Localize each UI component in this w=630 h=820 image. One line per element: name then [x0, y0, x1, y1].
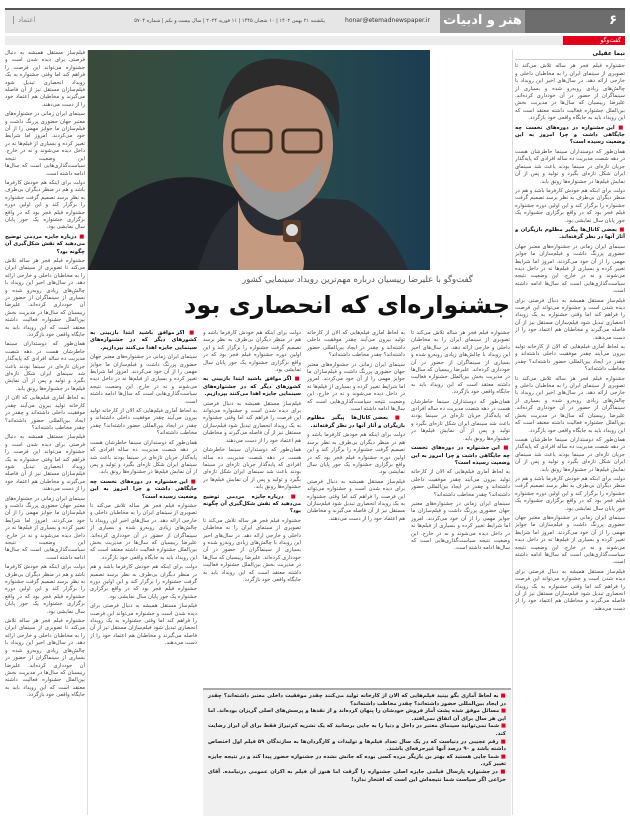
page-header: [5, 8, 625, 33]
interview-photo: [88, 50, 430, 270]
paragraph: فیلم‌ساز مستقل همیشه به دنبال فرصتی برای دیده شدن است و جشنواره می‌تواند این فرصت را فراهم کند اما وقتی جشنواره به یک رویداد انحصاری تبدیل شود فیلم‌سازان مستقل نیز از آن فاصله می‌گیرند و مخاطبان هم اعتماد خود را از دست می‌دهند.: [90, 603, 197, 647]
column-divider: [512, 50, 513, 815]
paragraph: جشنواره فیلم فجر هر ساله تلاش می‌کند تا تصویری از سینمای ایران را به مخاطبان داخلی و خارجی ارائه دهد. در سال‌های اخیر این رویداد با چالش‌های زیادی روبه‌رو شده و بسیاری از سینماگران از حضور در آن خودداری کرده‌اند. علیرضا رییسیان که سال‌ها در مدیریت بخش بین‌الملل جشنواره فعالیت داشته معتقد است که این رویداد باید به جایگاه واقعی خود بازگردد.: [203, 517, 301, 583]
column-2: [411, 330, 510, 685]
paragraph: دولت برای اینکه هم خودش کارفرما باشد و هم در منظر دیگران بی‌طرف به نظر برسد تصمیم گرفت جشنواره را برگزار کند و این اولین دوره جشنواره فیلم فجر بود که در واقع برگزاری جشنواره یک جور پایان سال نمایشی بود.: [203, 330, 301, 374]
divider-bar: [5, 36, 563, 45]
paragraph: جشنواره فیلم فجر هر ساله تلاش می‌کند تا تصویری از سینمای ایران را به مخاطبان داخلی و خارجی ارائه دهد. در سال‌های اخیر این رویداد با چالش‌های زیادی روبه‌رو شده و بسیاری از سینماگران از حضور در آن خودداری کرده‌اند. علیرضا رییسیان که سال‌ها در مدیریت بخش بین‌الملل جشنواره فعالیت داشته معتقد است که این رویداد باید به جایگاه واقعی خود بازگردد.: [411, 330, 510, 396]
column-right: [515, 50, 625, 815]
paragraph: جشنواره فیلم فجر هر ساله تلاش می‌کند تا تصویری از سینمای ایران را به مخاطبان داخلی و خارجی ارائه دهد. در سال‌های اخیر این رویداد با چالش‌های زیادی روبه‌رو شده و بسیاری از سینماگران از حضور در آن خودداری کرده‌اند. علیرضا رییسیان که سال‌ها در مدیریت بخش بین‌الملل جشنواره فعالیت داشته معتقد است که این رویداد باید به جایگاه واقعی خود بازگردد.: [5, 618, 85, 699]
paragraph: دولت برای اینکه هم خودش کارفرما باشد و هم در منظر دیگران بی‌طرف به نظر برسد تصمیم گرفت جشنواره را برگزار کند و این اولین دوره جشنواره فیلم فجر بود که در واقع برگزاری جشنواره یک جور پایان سال نمایشی بود.: [90, 564, 197, 600]
question: ■ درباره جایزه مردمی توضیح می‌دهید که نقش شکل‌گیری آن چگونه بود؟: [203, 494, 301, 516]
paragraph: سینمای ایران زمانی در جشنواره‌های معتبر جهان حضوری پررنگ داشت و فیلم‌سازان ما جوایز مهمی را از آن خود می‌کردند. امروز اما شرایط تغییر کرده و بسیاری از فیلم‌ها نه در داخل دیده می‌شوند و نه در خارج. این وضعیت نتیجه سیاست‌گذاری‌هایی است که سال‌ها ادامه داشته است.: [5, 111, 85, 177]
paragraph: همان‌طور که دوستداران سینما خاطرشان هست در دهه شصت مدیریت ده ساله افرادی که پایه‌گذار جریان تازه‌ای در سینما بودند باعث شد سینمای ایران شکل تازه‌ای بگیرد و تولید و پس از آن نمایش فیلم‌ها در جشنواره‌ها رونق یابد.: [203, 447, 301, 491]
paragraph: دولت برای اینکه هم خودش کارفرما باشد و هم در منظر دیگران بی‌طرف به نظر برسد تصمیم گرفت جشنواره را برگزار کند و این اولین دوره جشنواره فیلم فجر بود که در واقع برگزاری جشنواره یک جور پایان سال نمایشی بود.: [5, 179, 85, 231]
paragraph: دولت برای اینکه هم خودش کارفرما باشد و هم در منظر دیگران بی‌طرف به نظر برسد تصمیم گرفت جشنواره را برگزار کند و این اولین دوره جشنواره فیلم فجر بود که در واقع برگزاری جشنواره یک جور پایان سال نمایشی بود.: [307, 432, 405, 476]
box-item: ■ رقم عجیبی در دنیاست که در یک سال تعداد فیلم‌ها و تولیدات و کارگردان‌ها به سازندگان ۵۹ فیلم اول اختصاص داشته باشد و ۹۰ درصد آنها غیرحرفه‌ای باشند.: [208, 739, 506, 754]
column-4: [203, 330, 301, 685]
paragraph: فیلم‌ساز مستقل همیشه به دنبال فرصتی برای دیده شدن است و جشنواره می‌تواند این فرصت را فراهم کند اما وقتی جشنواره به یک رویداد انحصاری تبدیل شود فیلم‌سازان مستقل نیز از آن فاصله می‌گیرند و مخاطبان هم اعتماد خود را از دست می‌دهند.: [515, 297, 625, 341]
question: ■ بعضی کانال‌ها پیگیر مظلوم بازیگران و آثار آنها در نظر گرفته‌اند.: [515, 227, 625, 242]
box-item: ■ در جشنواره پارسال فیلمی جایزه اصلی جشنواره را گرفت اما هنوز آن فیلم به اکران عمومی درنیامده. آقای خزاعی اگر سیاست شما نتیجه‌اش این است که افتخار ندارد!: [208, 769, 506, 784]
paragraph: جشنواره فیلم فجر هر ساله تلاش می‌کند تا تصویری از سینمای ایران را به مخاطبان داخلی و خارجی ارائه دهد. در سال‌های اخیر این رویداد با چالش‌های زیادی روبه‌رو شده و بسیاری از سینماگران از حضور در آن خودداری کرده‌اند. علیرضا رییسیان که سال‌ها در مدیریت بخش بین‌الملل جشنواره فعالیت داشته معتقد است که این رویداد باید به جایگاه واقعی خود بازگردد.: [90, 502, 197, 561]
paragraph: فیلم‌ساز مستقل همیشه به دنبال فرصتی برای دیده شدن است و جشنواره می‌تواند این فرصت را فراهم کند اما وقتی جشنواره به یک رویداد انحصاری تبدیل شود فیلم‌سازان مستقل نیز از آن فاصله می‌گیرند و مخاطبان هم اعتماد خود را از دست می‌دهند.: [515, 568, 625, 612]
paragraph: سینمای ایران زمانی در جشنواره‌های معتبر جهان حضوری پررنگ داشت و فیلم‌سازان ما جوایز مهمی را از آن خود می‌کردند. امروز اما شرایط تغییر کرده و بسیاری از فیلم‌ها نه در داخل دیده می‌شوند و نه در خارج. این وضعیت نتیجه سیاست‌گذاری‌هایی است که سال‌ها ادامه داشته است.: [90, 354, 197, 405]
paragraph: سینمای ایران زمانی در جشنواره‌های معتبر جهان حضوری پررنگ داشت و فیلم‌سازان ما جوایز مهمی را از آن خود می‌کردند. امروز اما شرایط تغییر کرده و بسیاری از فیلم‌ها نه در داخل دیده می‌شوند و نه در خارج. این وضعیت نتیجه سیاست‌گذاری‌هایی است که سال‌ها ادامه داشته است.: [515, 243, 625, 295]
paragraph: سینمای ایران زمانی در جشنواره‌های معتبر جهان حضوری پررنگ داشت و فیلم‌سازان ما جوایز مهمی را از آن خود می‌کردند. امروز اما شرایط تغییر کرده و بسیاری از فیلم‌ها نه در داخل دیده می‌شوند و نه در خارج. این وضعیت نتیجه سیاست‌گذاری‌هایی است که سال‌ها ادامه داشته است.: [515, 514, 625, 566]
paragraph: به لحاظ آماری فیلم‌هایی که الان از کارخانه تولید بیرون می‌آیند چقدر موفقیت داخلی داشته‌اند و چقدر در ایجاد بین‌المللی حضور داشته‌اند؟ چقدر مخاطب داشته‌اند؟: [307, 330, 405, 359]
column-left: [5, 50, 85, 815]
section-email: honar@etemadnewspaper.ir: [345, 17, 430, 24]
paragraph: سینمای ایران زمانی در جشنواره‌های معتبر جهان حضوری پررنگ داشت و فیلم‌سازان ما جوایز مهمی را از آن خود می‌کردند. امروز اما شرایط تغییر کرده و بسیاری از فیلم‌ها نه در داخل دیده می‌شوند و نه در خارج. این وضعیت نتیجه سیاست‌گذاری‌هایی است که سال‌ها ادامه داشته است.: [411, 500, 510, 552]
question: ■ این جشنواره در دوره‌های نخست چه جایگاهی داشت و چرا امروز به این وضعیت رسیده است؟: [411, 445, 510, 467]
paragraph: فیلم‌ساز مستقل همیشه به دنبال فرصتی برای دیده شدن است و جشنواره می‌تواند این فرصت را فراهم کند اما وقتی جشنواره به یک رویداد انحصاری تبدیل شود فیلم‌سازان مستقل نیز از آن فاصله می‌گیرند و مخاطبان هم اعتماد خود را از دست می‌دهند.: [307, 478, 405, 522]
paragraph: جشنواره فیلم فجر هر ساله تلاش می‌کند تا تصویری از سینمای ایران را به مخاطبان داخلی و خارجی ارائه دهد. در سال‌های اخیر این رویداد با چالش‌های زیادی روبه‌رو شده و بسیاری از سینماگران از حضور در آن خودداری کرده‌اند. علیرضا رییسیان که سال‌ها در مدیریت بخش بین‌الملل جشنواره فعالیت داشته معتقد است که این رویداد باید به جایگاه واقعی خود بازگردد.: [515, 375, 625, 434]
paragraph: جشنواره فیلم فجر هر ساله تلاش می‌کند تا تصویری از سینمای ایران را به مخاطبان داخلی و خارجی ارائه دهد. در سال‌های اخیر این رویداد با چالش‌های زیادی روبه‌رو شده و بسیاری از سینماگران از حضور در آن خودداری کرده‌اند. علیرضا رییسیان که سال‌ها در مدیریت بخش بین‌الملل جشنواره فعالیت داشته معتقد است که این رویداد باید به جایگاه واقعی خود بازگردد.: [515, 63, 625, 122]
box-item: ■ شما جایی هستید که بهتر بن بازیگر مرده کسی بوده که جانش نشده در جشنواره حضور پیدا کند و در نتیجه جایزه تغییر کرد.: [208, 754, 506, 769]
box-item: ■ شما نمی‌توانید سینمای معتبر در داخل و دنیا را به جایی برسانید که یک نشریه کم‌تیراژ فقط برای آن ابراز رضایت کند.: [208, 723, 506, 738]
paragraph: همان‌طور که دوستداران سینما خاطرشان هست در دهه شصت مدیریت ده ساله افرادی که پایه‌گذار جریان تازه‌ای در سینما بودند باعث شد سینمای ایران شکل تازه‌ای بگیرد و تولید و پس از آن نمایش فیلم‌ها در جشنواره‌ها رونق یابد.: [515, 436, 625, 473]
paragraph: جشنواره فیلم فجر هر ساله تلاش می‌کند تا تصویری از سینمای ایران را به مخاطبان داخلی و خارجی ارائه دهد. در سال‌های اخیر این رویداد با چالش‌های زیادی روبه‌رو شده و بسیاری از سینماگران از حضور در آن خودداری کرده‌اند. علیرضا رییسیان که سال‌ها در مدیریت بخش بین‌الملل جشنواره فعالیت داشته معتقد است که این رویداد باید به جایگاه واقعی خود بازگردد.: [5, 257, 85, 339]
paragraph: فیلم‌ساز مستقل همیشه به دنبال فرصتی برای دیده شدن است و جشنواره می‌تواند این فرصت را فراهم کند اما وقتی جشنواره به یک رویداد انحصاری تبدیل شود فیلم‌سازان مستقل نیز از آن فاصله می‌گیرند و مخاطبان هم اعتماد خود را از دست می‌دهند.: [5, 434, 85, 493]
section-title: هنر و ادبیات: [440, 10, 525, 33]
author-name: نیما عقیلی: [515, 50, 625, 60]
paragraph: سینمای ایران زمانی در جشنواره‌های معتبر جهان حضوری پررنگ داشت و فیلم‌سازان ما جوایز مهمی را از آن خود می‌کردند. امروز اما شرایط تغییر کرده و بسیاری از فیلم‌ها نه در داخل دیده می‌شوند و نه در خارج. این وضعیت نتیجه سیاست‌گذاری‌هایی است که سال‌ها ادامه داشته است.: [307, 361, 405, 413]
box-item: ■ به لحاظ آماری بگو بینید فیلم‌هایی که الان از کارخانه تولید می‌کنند چقدر موفقیت داخلی معتبر داشته‌اند؟ چقدر در ایجاد بین‌المللی حضور داشته‌اند؟ چقدر مخاطب داشته‌اند؟: [208, 693, 506, 708]
section-tag: گفت‌وگو: [563, 36, 625, 45]
paragraph: همان‌طور که دوستداران سینما خاطرشان هست در دهه شصت مدیریت ده ساله افرادی که پایه‌گذار جریان تازه‌ای در سینما بودند باعث شد سینمای ایران شکل تازه‌ای بگیرد و تولید و پس از آن نمایش فیلم‌ها در جشنواره‌ها رونق یابد.: [411, 398, 510, 442]
paragraph: دولت برای اینکه هم خودش کارفرما باشد و هم در منظر دیگران بی‌طرف به نظر برسد تصمیم گرفت جشنواره را برگزار کند و این اولین دوره جشنواره فیلم فجر بود که در واقع برگزاری جشنواره یک جور پایان سال نمایشی بود.: [515, 475, 625, 512]
box-item: ■ مسائل موفق شده پشت آمار فروش خودشان را پنهان کرده‌اند و از نقدها و پرسش‌های اصلی گریزان بوده‌اند. اما این هر سال برای آن اتفاق نمی‌افتد.: [208, 708, 506, 723]
paragraph: به لحاظ آماری فیلم‌هایی که الان از کارخانه تولید بیرون می‌آیند چقدر موفقیت داخلی داشته‌اند و چقدر در ایجاد بین‌المللی حضور داشته‌اند؟ چقدر مخاطب داشته‌اند؟: [515, 344, 625, 373]
question: ■ این جشنواره در دوره‌های نخست چه جایگاهی داشت و چرا امروز به این وضعیت رسیده است؟: [90, 479, 197, 501]
article-headline: جشنواره‌ای که انحصاری بود: [184, 291, 510, 319]
paragraph: به لحاظ آماری فیلم‌هایی که الان از کارخانه تولید بیرون می‌آیند چقدر موفقیت داخلی داشته‌اند و چقدر در ایجاد بین‌المللی حضور داشته‌اند؟ چقدر مخاطب داشته‌اند؟: [90, 408, 197, 437]
column-divider: [87, 50, 88, 815]
column-3: [307, 330, 405, 685]
issue-date: یکشنبه ۲۱ بهمن ۱۴۰۲ | ۱۰ شعبان ۱۴۴۵ | ۱۱ فوریه ۲۰۲۴ | سال بیست و یکم | شماره ۵۷۰۴: [134, 18, 325, 24]
paragraph: سینمای ایران زمانی در جشنواره‌های معتبر جهان حضوری پررنگ داشت و فیلم‌سازان ما جوایز مهمی را از آن خود می‌کردند. امروز اما شرایط تغییر کرده و بسیاری از فیلم‌ها نه در داخل دیده می‌شوند و نه در خارج. این وضعیت نتیجه سیاست‌گذاری‌هایی است که سال‌ها ادامه داشته است.: [5, 495, 85, 561]
question: ■ اگر موافق باشید ابتدا بازبینی به کشورهای دیگر که در جشنواره‌های سینمایی جایزه اهدا می‌کنند بپردازیم.: [90, 330, 197, 352]
paragraph: فیلم‌ساز مستقل همیشه به دنبال فرصتی برای دیده شدن است و جشنواره می‌تواند این فرصت را فراهم کند اما وقتی جشنواره به یک رویداد انحصاری تبدیل شود فیلم‌سازان مستقل نیز از آن فاصله می‌گیرند و مخاطبان هم اعتماد خود را از دست می‌دهند.: [203, 400, 301, 444]
column-5: [90, 330, 197, 815]
paragraph: به لحاظ آماری فیلم‌هایی که الان از کارخانه تولید بیرون می‌آیند چقدر موفقیت داخلی داشته‌اند و چقدر در ایجاد بین‌المللی حضور داشته‌اند؟ چقدر مخاطب داشته‌اند؟: [5, 395, 85, 431]
question: ■ درباره جایزه مردمی توضیح می‌دهید که نقش شکل‌گیری آن چگونه بود؟: [5, 234, 85, 256]
paragraph: دولت برای اینکه هم خودش کارفرما باشد و هم در منظر دیگران بی‌طرف به نظر برسد تصمیم گرفت جشنواره را برگزار کند و این اولین دوره جشنواره فیلم فجر بود که در واقع برگزاری جشنواره یک جور پایان سال نمایشی بود.: [515, 187, 625, 224]
question: ■ بعضی کانال‌ها پیگیر مظلوم بازیگران و آثار آنها در نظر گرفته‌اند.: [307, 415, 405, 430]
article-subtitle: گفت‌وگو با علیرضا رییسیان درباره مهم‌ترین رویداد سینمایی کشور: [242, 275, 473, 285]
paragraph: به لحاظ آماری فیلم‌هایی که الان از کارخانه تولید بیرون می‌آیند چقدر موفقیت داخلی داشته‌اند و چقدر در ایجاد بین‌المللی حضور داشته‌اند؟ چقدر مخاطب داشته‌اند؟: [411, 469, 510, 498]
paragraph: دولت برای اینکه هم خودش کارفرما باشد و هم در منظر دیگران بی‌طرف به نظر برسد تصمیم گرفت جشنواره را برگزار کند و این اولین دوره جشنواره فیلم فجر بود که در واقع برگزاری جشنواره یک جور پایان سال نمایشی بود.: [5, 564, 85, 615]
paragraph: همان‌طور که دوستداران سینما خاطرشان هست در دهه شصت مدیریت ده ساله افرادی که پایه‌گذار جریان تازه‌ای در سینما بودند باعث شد سینمای ایران شکل تازه‌ای بگیرد و تولید و پس از آن نمایش فیلم‌ها در جشنواره‌ها رونق یابد.: [90, 439, 197, 476]
question: ■ اگر موافق باشید ابتدا بازبینی به کشورهای دیگر که در جشنواره‌های سینمایی جایزه اهدا می‌کنند بپردازیم.: [203, 376, 301, 398]
page-number: ۶: [525, 10, 625, 33]
paragraph: همان‌طور که دوستداران سینما خاطرشان هست در دهه شصت مدیریت ده ساله افرادی که پایه‌گذار جریان تازه‌ای در سینما بودند باعث شد سینمای ایران شکل تازه‌ای بگیرد و تولید و پس از آن نمایش فیلم‌ها در جشنواره‌ها رونق یابد.: [5, 341, 85, 392]
paragraph: فیلم‌ساز مستقل همیشه به دنبال فرصتی برای دیده شدن است و جشنواره می‌تواند این فرصت را فراهم کند اما وقتی جشنواره به یک رویداد انحصاری تبدیل شود فیلم‌سازان مستقل نیز از آن فاصله می‌گیرند و مخاطبان هم اعتماد خود را از دست می‌دهند.: [5, 50, 85, 108]
highlight-box: [203, 688, 511, 816]
newspaper-logo: اعتماد: [13, 16, 36, 24]
question: ■ این جشنواره در دوره‌های نخست چه جایگاهی داشت و چرا امروز به این وضعیت رسیده است؟: [515, 125, 625, 147]
paragraph: همان‌طور که دوستداران سینما خاطرشان هست در دهه شصت مدیریت ده ساله افرادی که پایه‌گذار جریان تازه‌ای در سینما بودند باعث شد سینمای ایران شکل تازه‌ای بگیرد و تولید و پس از آن نمایش فیلم‌ها در جشنواره‌ها رونق یابد.: [515, 148, 625, 185]
